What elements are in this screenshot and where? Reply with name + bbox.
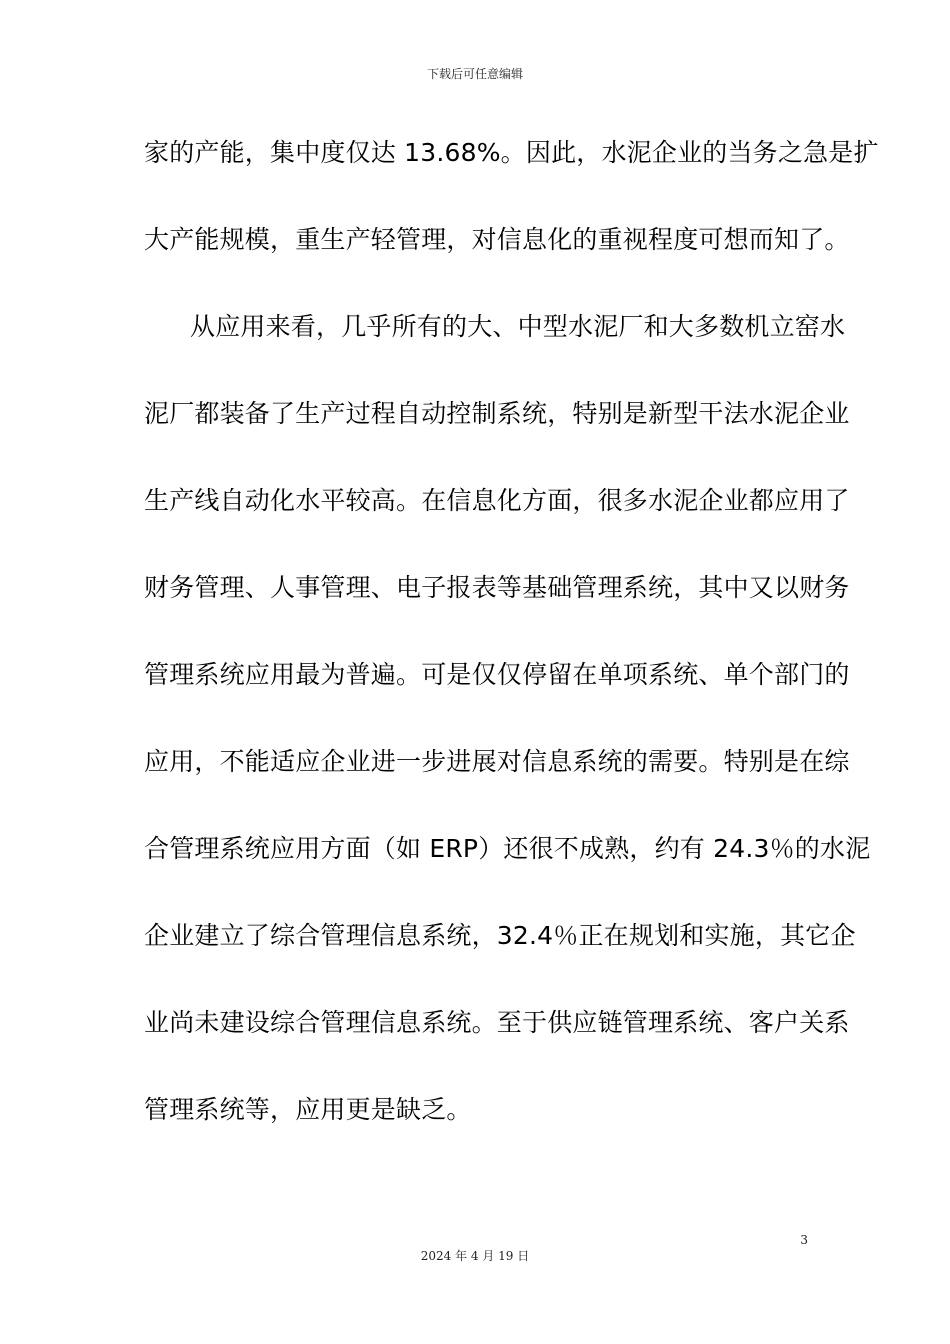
paragraph-line: 生产线自动化水平较高。在信息化方面，很多水泥企业都应用了 xyxy=(144,486,850,515)
footer-date: 2024 年 4 月 19 日 xyxy=(420,1249,530,1263)
paragraph-line: 管理系统应用最为普遍。可是仅仅停留在单项系统、单个部门的 xyxy=(144,660,850,689)
paragraph-1 xyxy=(144,130,879,304)
paragraph-line: 从应用来看，几乎所有的大、中型水泥厂和大多数机立窑水 xyxy=(190,312,846,341)
paragraph-line: 管理系统等，应用更是缺乏。 xyxy=(144,1095,472,1124)
document-body xyxy=(144,130,879,1174)
paragraph-line: 合管理系统应用方面（如 ERP）还很不成熟，约有 24.3％的水泥 xyxy=(144,834,871,863)
paragraph-line: 泥厂都装备了生产过程自动控制系统，特别是新型干法水泥企业 xyxy=(144,399,850,428)
paragraph-line: 业尚未建设综合管理信息系统。至于供应链管理系统、客户关系 xyxy=(144,1008,850,1037)
paragraph-line: 财务管理、人事管理、电子报表等基础管理系统，其中又以财务 xyxy=(144,573,850,602)
page-number: 3 xyxy=(800,1233,808,1247)
paragraph-line: 家的产能，集中度仅达 13.68%。因此，水泥企业的当务之急是扩 xyxy=(144,138,879,167)
paragraph-line: 大产能规模，重生产轻管理，对信息化的重视程度可想而知了。 xyxy=(144,225,850,254)
paragraph-2 xyxy=(144,304,871,1174)
paragraph-line: 企业建立了综合管理信息系统，32.4％正在规划和实施，其它企 xyxy=(144,921,856,950)
paragraph-line: 应用，不能适应企业进一步进展对信息系统的需要。特别是在综 xyxy=(144,747,850,776)
page-header: 下载后可任意编辑 xyxy=(426,67,523,81)
